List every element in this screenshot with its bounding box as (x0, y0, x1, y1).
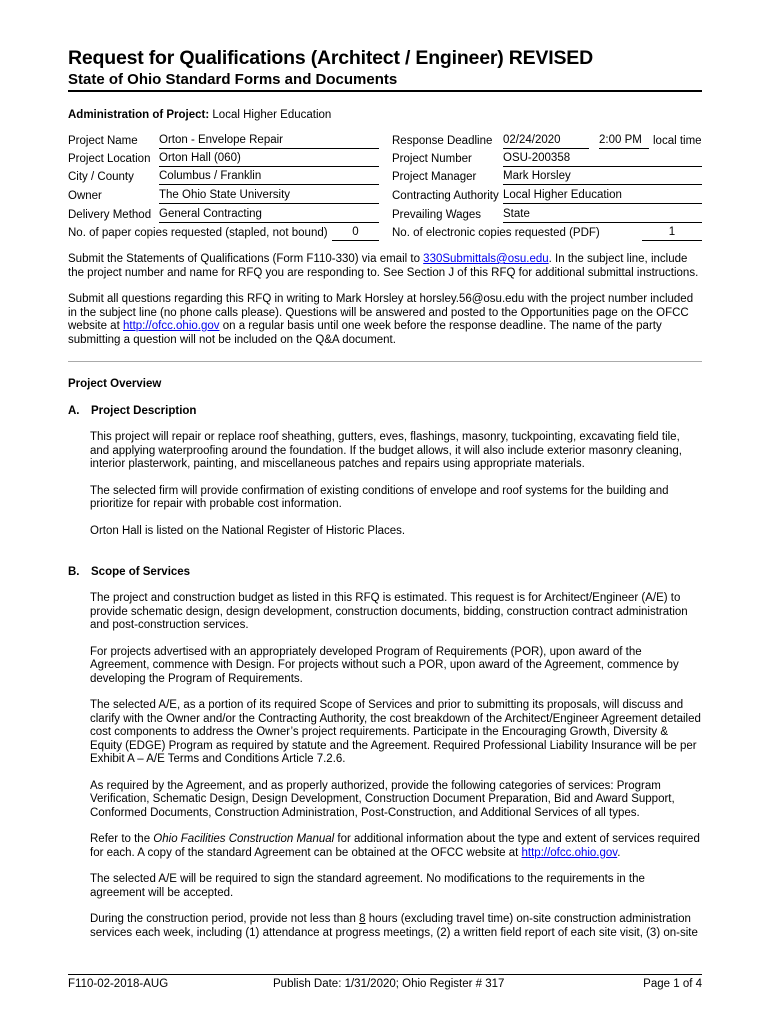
field-row (68, 207, 702, 225)
delivery-method-field[interactable]: General Contracting (159, 207, 379, 223)
section-a-body (90, 431, 702, 538)
paragraph: The project and construction budget as listed in this RFQ is estimated. This request is for Architect/Engineer (A/E) to provide schematic design, design development, construction documents, bidding, construction contract administration and post-construction services. (90, 592, 688, 631)
paper-copies-label: No. of paper copies requested (stapled, not bound) (68, 227, 328, 239)
submittals-email-link[interactable]: 330Submittals@osu.edu (423, 253, 549, 265)
field-row (68, 169, 702, 187)
city-county-label: City / County (68, 171, 134, 183)
page-footer (68, 974, 702, 992)
project-manager-label: Project Manager (392, 171, 477, 183)
administration-value: Local Higher Education (212, 109, 332, 121)
document-page (68, 46, 702, 940)
field-row (68, 225, 702, 243)
paragraph: The selected A/E will be required to sign the standard agreement. No modifications to the requirements in the agreement will be accepted. (90, 873, 645, 899)
questions-instructions (68, 293, 702, 347)
administration-line (68, 108, 702, 122)
electronic-copies-label: No. of electronic copies requested (PDF) (392, 227, 600, 239)
page-title: Request for Qualifications (Architect / Engineer) REVISED (68, 47, 593, 69)
response-deadline-date-field[interactable]: 02/24/2020 (503, 133, 589, 149)
paragraph-text: . (617, 846, 621, 859)
publish-date: Publish Date: 1/31/2020; Ohio Register # 317 (273, 978, 505, 990)
paper-copies-field[interactable]: 0 (332, 225, 379, 241)
form-id: F110-02-2018-AUG (68, 978, 169, 990)
footer-row (68, 976, 702, 992)
paragraph-text: Refer to the (90, 833, 154, 845)
paragraph (90, 833, 702, 860)
response-deadline-label: Response Deadline (392, 135, 493, 147)
manual-title: Ohio Facilities Construction Manual (153, 833, 335, 845)
hours-value: 8 (359, 913, 366, 925)
paragraph: Orton Hall is listed on the National Register of Historic Places. (90, 524, 406, 537)
local-time-label: local time (653, 135, 702, 147)
questions-text: Submit all questions regarding this RFQ in writing to Mark Horsley at horsley.56@osu.edu with the project number included in the subject line (no phone calls please). Questions will be answered and posted to the Opportunities page on the OFCC website at (68, 293, 694, 332)
page-number: Page 1 of 4 (643, 978, 702, 990)
response-deadline-time-field[interactable]: 2:00 PM (599, 133, 649, 149)
footer-divider (68, 974, 702, 975)
delivery-method-label: Delivery Method (68, 209, 152, 221)
paragraph-text: During the construction period, provide not less than (90, 913, 360, 925)
submit-text: . In the subject line, include the project number and name for RFQ you are responding to. See Section J of this RFQ for additional submittal instructions. (68, 253, 699, 279)
project-name-label: Project Name (68, 135, 138, 147)
city-county-field[interactable]: Columbus / Franklin (159, 169, 379, 185)
paragraph: As required by the Agreement, and as properly authorized, provide the following categories of services: Program Verification, Schematic Design, Design Development, Construction Document Preparation, Bid and Award Support, Conformed Documents, Construction Administration, Post-Construction, and Additional Services of all types. (90, 779, 675, 819)
section-divider (68, 361, 702, 362)
project-location-label: Project Location (68, 153, 151, 165)
ofcc-website-link[interactable]: http://ofcc.ohio.gov (122, 320, 220, 332)
section-b-heading: B. Scope of Services (68, 566, 191, 578)
submit-text: Submit the Statements of Qualifications (Form F110-330) via email to (68, 253, 424, 265)
project-location-field[interactable]: Orton Hall (060) (159, 151, 379, 167)
paragraph-text: for additional information about the type and extent of services required for each. A copy of the standard Agreement can be obtained at the OFCC website at (90, 833, 700, 859)
project-name-field[interactable]: Orton - Envelope Repair (159, 133, 379, 149)
owner-label: Owner (68, 190, 102, 202)
title-divider (68, 90, 702, 92)
project-number-field[interactable]: OSU-200358 (503, 151, 702, 167)
field-row (68, 133, 702, 151)
field-row (68, 188, 702, 206)
project-manager-field[interactable]: Mark Horsley (503, 169, 702, 185)
paragraph: This project will repair or replace roof sheathing, gutters, eves, flashings, masonry, tuckpointing, excavating field tile, and applying waterproofing around the foundation. If the budget allows, it will also include exterior masonry cleaning, interior plasterwork, painting, and miscellaneous patches and repairs using appropriate materials. (90, 431, 682, 470)
contracting-authority-field[interactable]: Local Higher Education (503, 188, 702, 204)
paragraph: For projects advertised with an appropriately developed Program of Requirements (POR), upon award of the Agreement, commence with Design. For projects without such a POR, upon award of the Agreement, commence by developing the Program of Requirements. (90, 645, 679, 685)
submit-instructions (68, 253, 702, 280)
prevailing-wages-field[interactable]: State (503, 207, 702, 223)
ofcc-website-link[interactable]: http://ofcc.ohio.gov (521, 846, 618, 859)
page-subtitle: State of Ohio Standard Forms and Documents (68, 71, 398, 88)
administration-label: Administration of Project: (68, 109, 210, 121)
prevailing-wages-label: Prevailing Wages (392, 209, 482, 221)
paragraph: The selected firm will provide confirmation of existing conditions of envelope and roof systems for the building and prioritize for repair with probable cost information. (90, 484, 669, 510)
electronic-copies-field[interactable]: 1 (642, 225, 702, 241)
paragraph: The selected A/E, as a portion of its required Scope of Services and prior to submitting its proposals, will discuss and clarify with the Owner and/or the Contracting Authority, the cost breakdown of the Architect/Engineer Agreement detailed cost components to address the Owner’s project requirements. Participate in the Encouraging Growth, Diversity & Equity (EDGE) Program as required by statute and the Agreement. Required Professional Liability Insurance will be per Exhibit A – A/E Terms and Conditions Article 7.2.6. (90, 699, 701, 765)
paragraph-text: hours (excluding travel time) on-site construction administration services each week, including (1) attendance at progress meetings, (2) a written field report of each site visit, (3) on-site (90, 913, 698, 939)
field-row (68, 151, 702, 169)
project-number-label: Project Number (392, 153, 472, 165)
project-fields (68, 133, 702, 245)
paragraph (90, 913, 702, 940)
owner-field[interactable]: The Ohio State University (159, 188, 379, 204)
section-a-heading: A. Project Description (68, 405, 197, 417)
questions-text: on a regular basis until one week before the response deadline. The name of the party submitting a question will not be included on the Q&A document. (68, 320, 662, 346)
project-overview-heading: Project Overview (68, 378, 162, 390)
section-b-body (90, 592, 702, 940)
contracting-authority-label: Contracting Authority (392, 190, 499, 202)
